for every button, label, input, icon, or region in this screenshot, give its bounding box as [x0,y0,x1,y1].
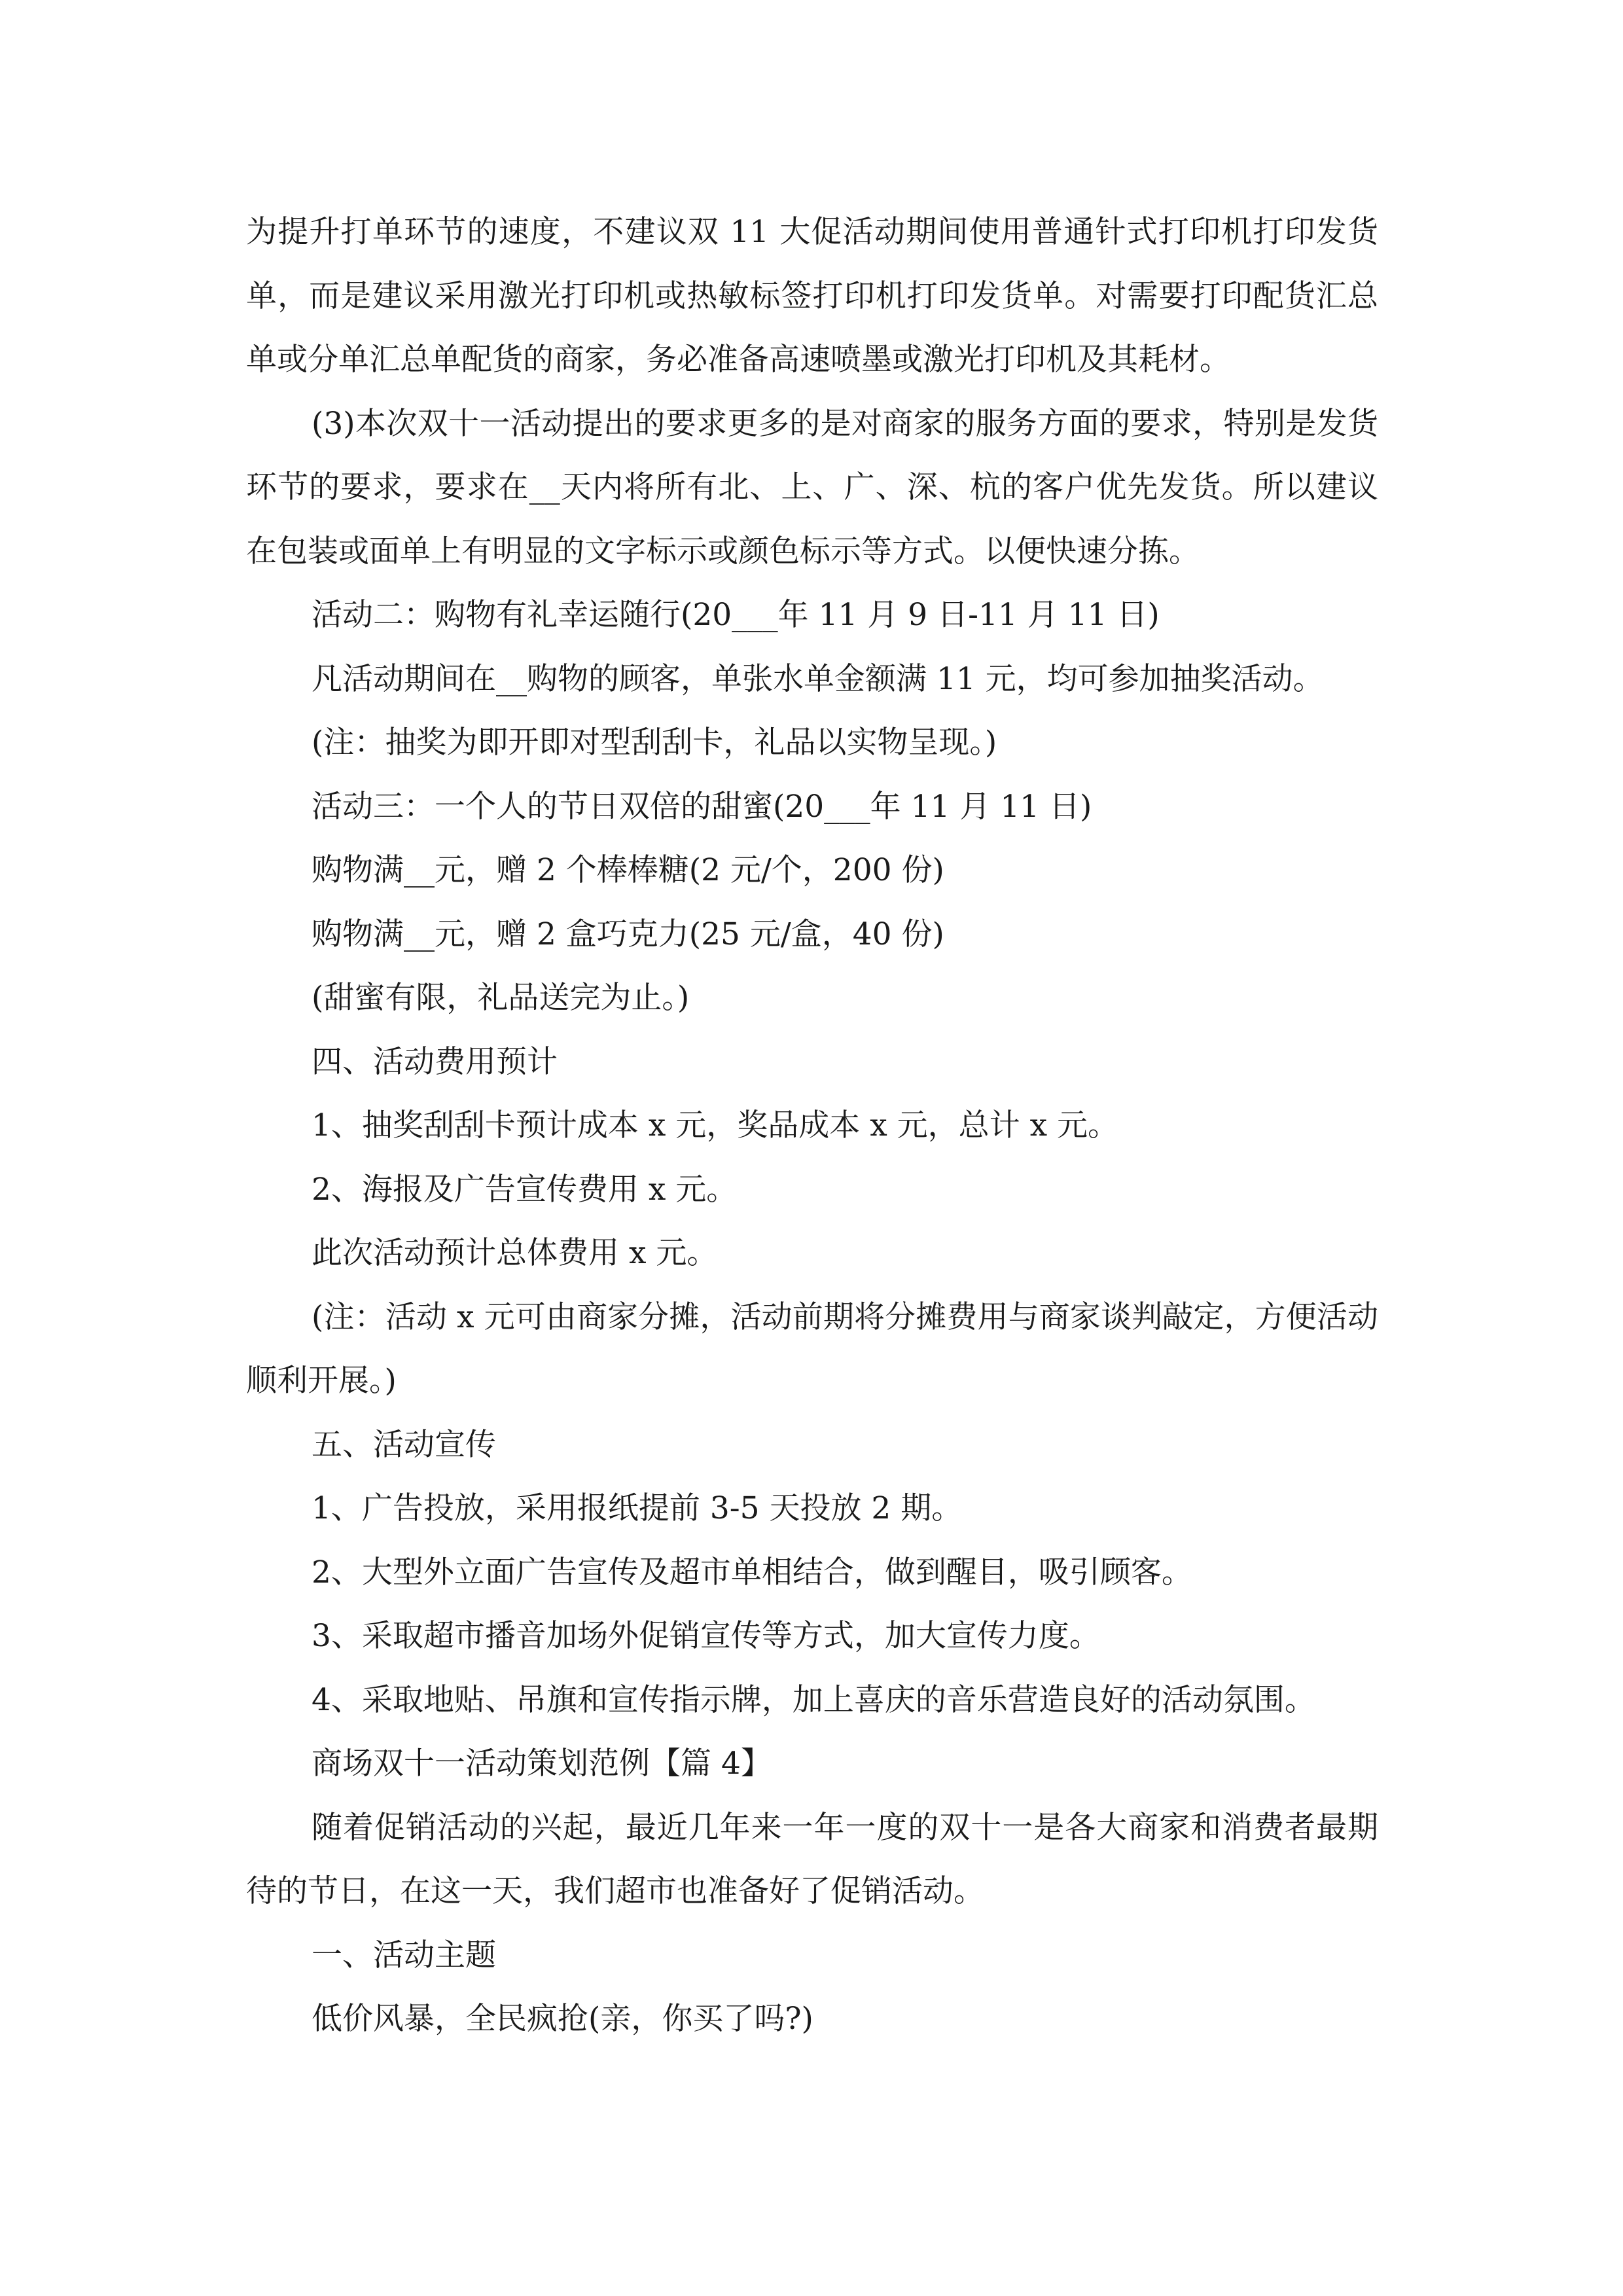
paragraph: (甜蜜有限，礼品送完为止。) [312,980,690,1016]
paragraph: 购物满__元，赠 2 个棒棒糖(2 元/个，200 份) [312,852,944,888]
section-heading: 一、活动主题 [312,1937,496,1973]
paragraph: 购物满__元，赠 2 盒巧克力(25 元/盒，40 份) [312,916,944,952]
paragraph: 2、海报及广告宣传费用 x 元。 [312,1171,738,1208]
paragraph: 为提升打单环节的速度，不建议双 11 大促活动期间使用普通针式打印机打印发货单，而是建议采用激光打印机或热敏标签打印机打印发货单。对需要打印配货汇总单或分单汇总单配货的商家，务必准备高速喷墨或激光打印机及其耗材。 [246,214,1378,378]
paragraph: 2、大型外立面广告宣传及超市单相结合，做到醒目，吸引顾客。 [312,1554,1192,1590]
paragraph: 此次活动预计总体费用 x 元。 [312,1235,718,1271]
paragraph: 4、采取地贴、吊旗和宣传指示牌，加上喜庆的音乐营造良好的活动氛围。 [312,1681,1315,1718]
paragraph: (注：活动 x 元可由商家分摊，活动前期将分摊费用与商家谈判敲定，方便活动顺利开展。) [246,1299,1378,1399]
paragraph: 1、广告投放，采用报纸提前 3-5 天投放 2 期。 [312,1490,963,1526]
paragraph: 活动三：一个人的节日双倍的甜蜜(20___年 11 月 11 日) [312,788,1092,825]
paragraph: 3、采取超市播音加场外促销宣传等方式，加大宣传力度。 [312,1618,1100,1654]
paragraph: 低价风暴，全民疯抢(亲，你买了吗?) [312,2001,813,2037]
article-title: 商场双十一活动策划范例【篇 4】 [312,1746,772,1782]
paragraph: (3)本次双十一活动提出的要求更多的是对商家的服务方面的要求，特别是发货环节的要求，要求在__天内将所有北、上、广、深、杭的客户优先发货。所以建议在包装或面单上有明显的文字标示或颜色标示等方式。以便快速分拣。 [246,405,1378,569]
section-heading: 五、活动宣传 [312,1426,496,1463]
paragraph: 1、抽奖刮刮卡预计成本 x 元，奖品成本 x 元，总计 x 元。 [312,1107,1119,1143]
document-body [246,200,1378,2051]
paragraph: 凡活动期间在__购物的顾客，单张水单金额满 11 元，均可参加抽奖活动。 [312,660,1324,697]
paragraph: 随着促销活动的兴起，最近几年来一年一度的双十一是各大商家和消费者最期待的节日，在这一天，我们超市也准备好了促销活动。 [246,1809,1378,1909]
section-heading: 四、活动费用预计 [312,1043,558,1080]
paragraph: 活动二：购物有礼幸运随行(20___年 11 月 9 日-11 月 11 日) [312,597,1160,633]
paragraph: (注：抽奖为即开即对型刮刮卡，礼品以实物呈现。) [312,725,997,761]
